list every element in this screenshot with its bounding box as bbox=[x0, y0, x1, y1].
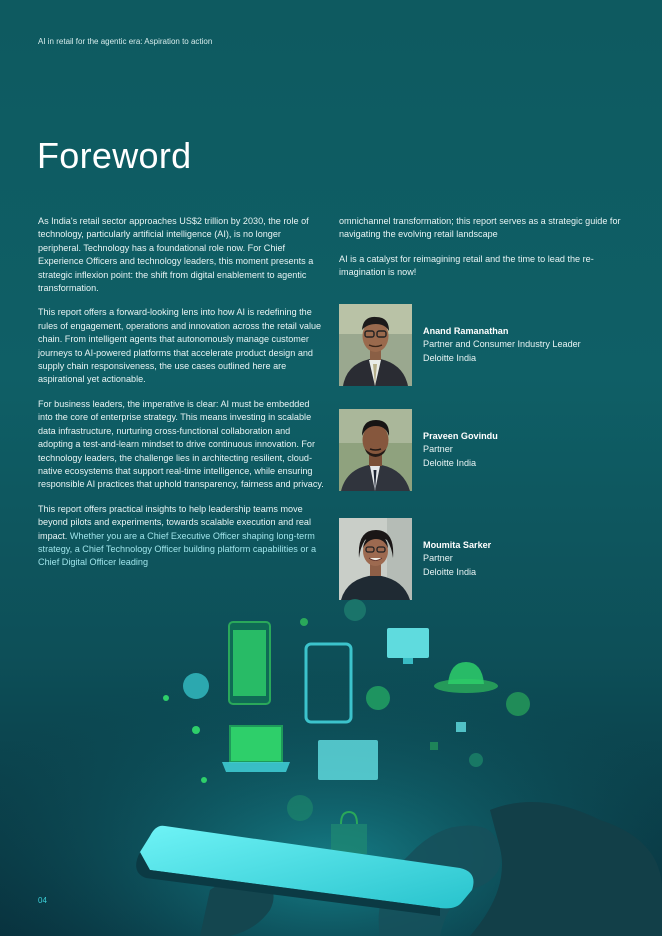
author-info bbox=[423, 539, 491, 579]
author-org: Deloitte India bbox=[423, 457, 477, 468]
paragraph: omnichannel transformation; this report serves as a strategic guide for navigating the evolving retail landscape bbox=[339, 216, 621, 240]
page-number: 04 bbox=[38, 896, 47, 905]
author-info bbox=[423, 325, 581, 365]
author-photo bbox=[339, 409, 412, 491]
author-name: Moumita Sarker bbox=[423, 540, 492, 550]
foreword-right-column bbox=[339, 215, 624, 291]
highlighted-text: Whether you are a Chief Executive Officer shaping long-term strategy, a Chief Technology Officer building platform capabilities or a Chief Digital Officer leading bbox=[38, 530, 317, 568]
running-header: AI in retail for the agentic era: Aspiration to action bbox=[38, 37, 213, 46]
author-info bbox=[423, 430, 498, 470]
author-name: Anand Ramanathan bbox=[423, 326, 509, 336]
paragraph: For business leaders, the imperative is clear: AI must be embedded into the core of enterprise strategy. This means investing in scalable data infrastructure, nurturing cross-functional collaboration and adopting a test-and-learn mindset to drive continuous innovation. For technology leaders, the challenge lies in architecting resilient, cloud-native ecosystems that support real-time intelligence, while ensuring responsible AI practices that uphold transparency, fairness and privacy. bbox=[38, 398, 324, 490]
page-title: Foreword bbox=[37, 135, 192, 176]
paragraph: As India's retail sector approaches US$2 trillion by 2030, the role of technology, particularly artificial intelligence (AI), is no longer peripheral. Technology has a foundational role now. For Chief Experience Officers and technology leaders, this moment presents a strategic inflexion point: the shift from digital enablement to agentic transformation. bbox=[38, 216, 314, 294]
author-card bbox=[339, 304, 629, 386]
paragraph: AI is a catalyst for reimagining retail and the time to lead the re-imagination is now! bbox=[339, 253, 594, 278]
paragraph bbox=[38, 503, 324, 570]
author-photo bbox=[339, 304, 412, 386]
author-card bbox=[339, 409, 629, 491]
author-role: Partner bbox=[423, 553, 453, 564]
author-name: Praveen Govindu bbox=[423, 431, 498, 441]
author-role: Partner bbox=[423, 444, 453, 455]
hand-phone-devices-illustration bbox=[0, 590, 662, 936]
paragraph: This report offers a forward-looking lens into how AI is redefining the rules of engagement, operations and innovation across the retail value chain. From intelligent agents that autonomously manage customer journeys to AI-powered platforms that accelerate product design and supply chain responsiveness, the use cases outlined here are aspirational yet actionable. bbox=[38, 307, 322, 385]
author-photo bbox=[339, 518, 412, 600]
foreword-left-column bbox=[38, 215, 324, 581]
author-org: Deloitte India bbox=[423, 352, 477, 363]
author-role: Partner and Consumer Industry Leader bbox=[423, 339, 581, 350]
author-card bbox=[339, 518, 629, 600]
paragraph-text: This report offers practical insights to help leadership teams move beyond pilots and experiments, towards scalable execution and real impact. bbox=[38, 503, 311, 541]
author-org: Deloitte India bbox=[423, 566, 477, 577]
